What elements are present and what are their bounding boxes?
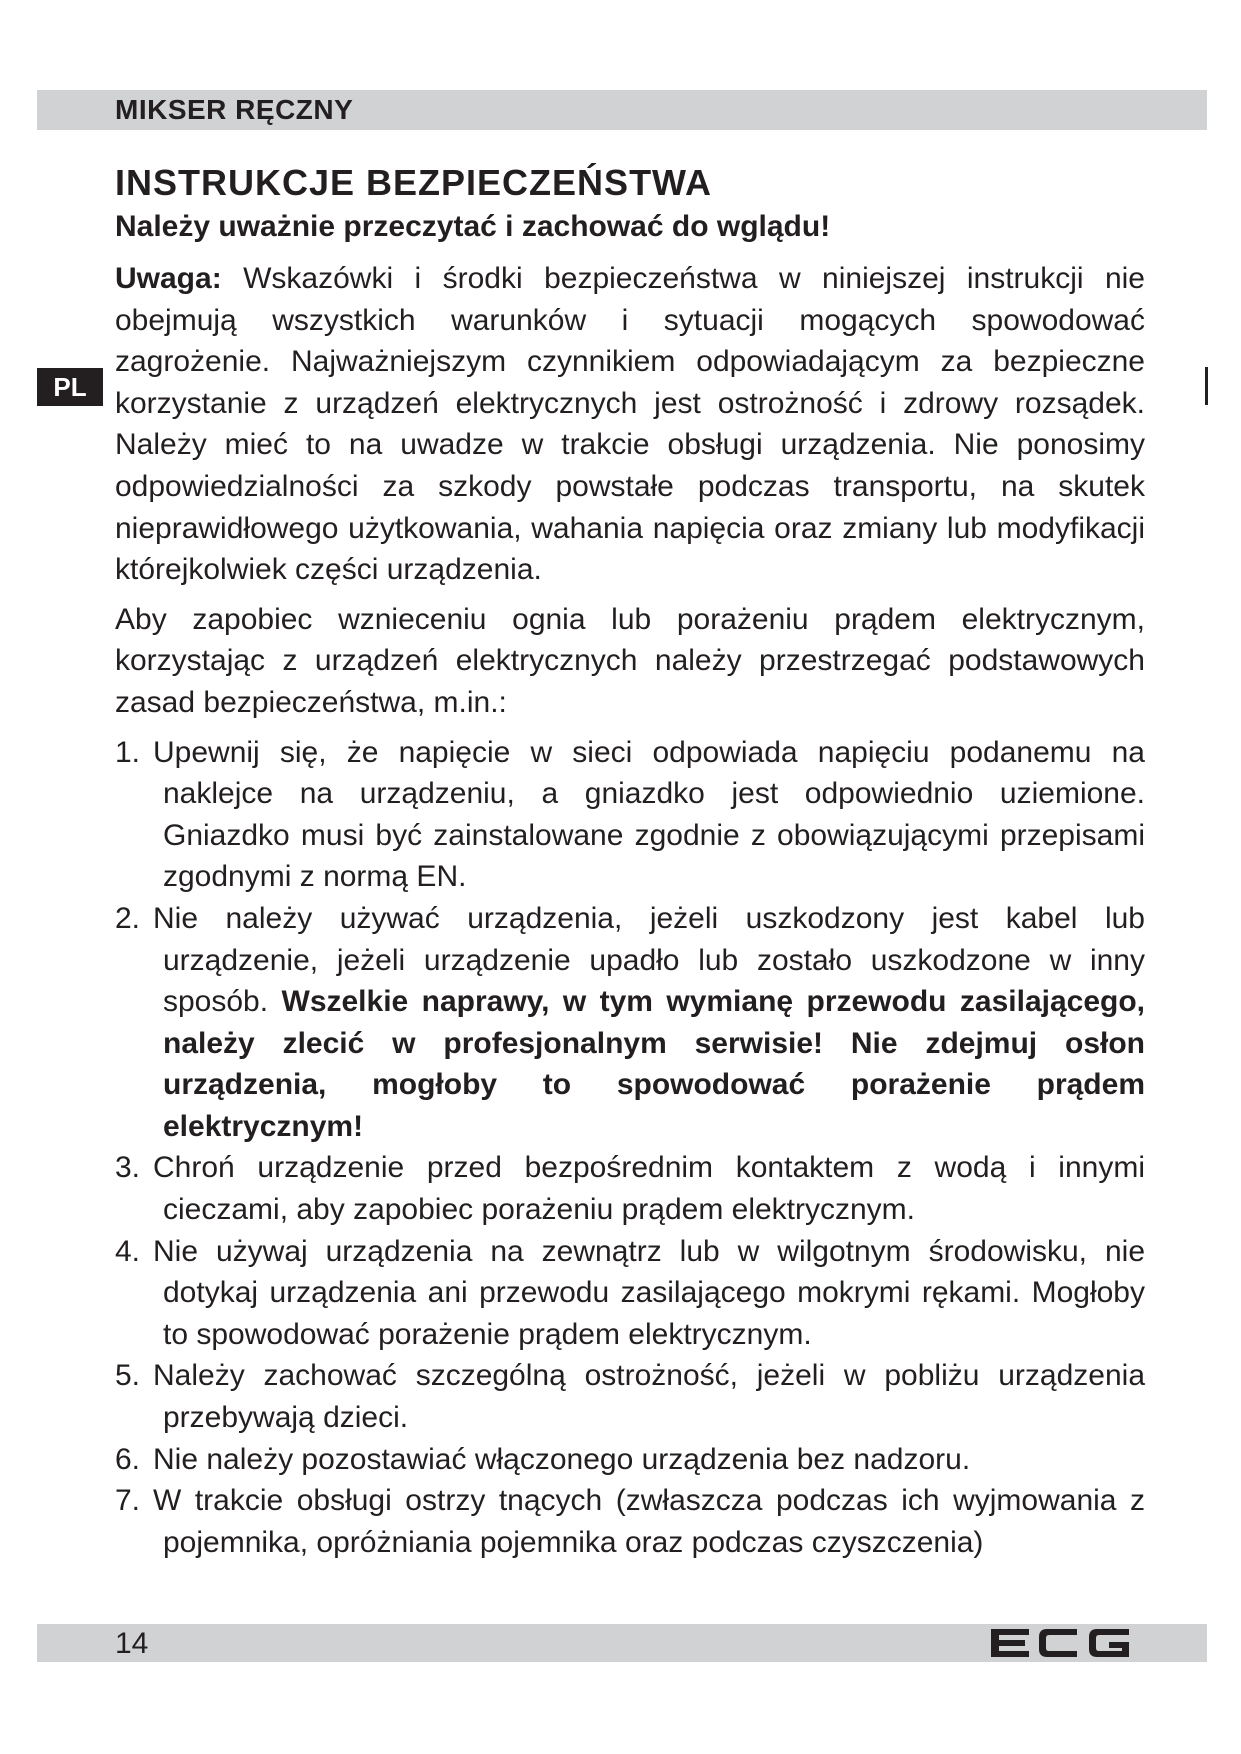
list-item-number: 5. — [115, 1359, 141, 1393]
header-bar — [37, 90, 1207, 130]
list-item — [115, 1147, 1145, 1230]
list-item-text: Chroń urządzenie przed bezpośrednim kontaktem z wodą i innymi cieczami, aby zapobiec porażeniu prądem elektrycznym. — [153, 1151, 1145, 1227]
manual-title: MIKSER RĘCZNY — [115, 94, 354, 125]
list-item — [115, 1439, 1145, 1481]
list-item-number: 1. — [115, 735, 141, 769]
list-item — [115, 1480, 1145, 1563]
list-item-bold-warning: Wszelkie naprawy, w tym wymianę przewodu zasilającego, należy zlecić w profesjonalnym serwisie! Nie zdejmuj osłon urządzenia, mogłoby to spowodować porażenie prądem elektrycznym! — [163, 985, 1145, 1143]
list-item-number: 6. — [115, 1442, 141, 1476]
list-item-number: 3. — [115, 1151, 141, 1185]
intro-paragraph — [115, 258, 1145, 591]
ecg-logo-icon — [989, 1626, 1139, 1660]
margin-marker — [1205, 367, 1208, 405]
intro-label: Uwaga: — [115, 262, 222, 295]
page-number: 14 — [115, 1627, 149, 1660]
language-tab: PL — [37, 368, 103, 406]
fire-warning-paragraph: Aby zapobiec wznieceniu ognia lub porażeniu prądem elektrycznym, korzystając z urządzeń elektrycznych należy przestrzegać podstawowych zasad bezpieczeństwa, m.in.: — [115, 602, 1145, 719]
list-item-number: 4. — [115, 1234, 141, 1268]
list-item-text: Upewnij się, że napięcie w sieci odpowiada napięciu podanemu na naklejce na urządzeniu, a gniazdko jest odpowiednio uziemione. Gniazdko musi być zainstalowane zgodnie z obowiązującymi przepisami zgodnymi z normą EN. — [153, 735, 1145, 894]
list-item-text: Nie używaj urządzenia na zewnątrz lub w wilgotnym środowisku, nie dotykaj urządzenia ani przewodu zasilającego mokrymi rękami. Mogłoby to spowodować porażenie prądem elektrycznym. — [153, 1234, 1145, 1351]
page-content — [115, 160, 1145, 1563]
section-subheading: Należy uważnie przeczytać i zachować do wglądu! — [115, 210, 831, 243]
safety-rules-list — [115, 732, 1145, 1564]
list-item-text: W trakcie obsługi ostrzy tnących (zwłaszcza podczas ich wyjmowania z pojemnika, opróżniania pojemnika oraz podczas czyszczenia) — [153, 1484, 1145, 1559]
list-item — [115, 1355, 1145, 1438]
list-item-text: Należy zachować szczególną ostrożność, jeżeli w pobliżu urządzenia przebywają dzieci. — [153, 1359, 1145, 1435]
list-item-text: Nie należy pozostawiać włączonego urządzenia bez nadzoru. — [153, 1442, 971, 1476]
list-item-number: 2. — [115, 901, 141, 935]
intro-text: Wskazówki i środki bezpieczeństwa w niniejszej instrukcji nie obejmują wszystkich warunków i sytuacji mogących spowodować zagrożenie. Najważniejszym czynnikiem odpowiadającym za bezpieczne korzystanie z urządzeń elektrycznych jest ostrożność i zdrowy rozsądek. Należy mieć to na uwadze w trakcie obsługi urządzenia. Nie ponosimy odpowiedzialności za szkody powstałe podczas transportu, na skutek nieprawidłowego użytkowania, wahania napięcia oraz zmiany lub modyfikacji którejkolwiek części urządzenia. — [115, 262, 1145, 587]
list-item-number: 7. — [115, 1484, 141, 1518]
section-heading: INSTRUKCJE BEZPIECZEŃSTWA — [115, 162, 713, 203]
list-item — [115, 732, 1145, 898]
footer-bar — [37, 1624, 1207, 1662]
list-item-text: Nie należy używać urządzenia, jeżeli uszkodzony jest kabel lub urządzenie, jeżeli urządzenie upadło lub zostało uszkodzone w inny sposób. — [153, 901, 1145, 1019]
list-item — [115, 1231, 1145, 1356]
list-item — [115, 898, 1145, 1148]
